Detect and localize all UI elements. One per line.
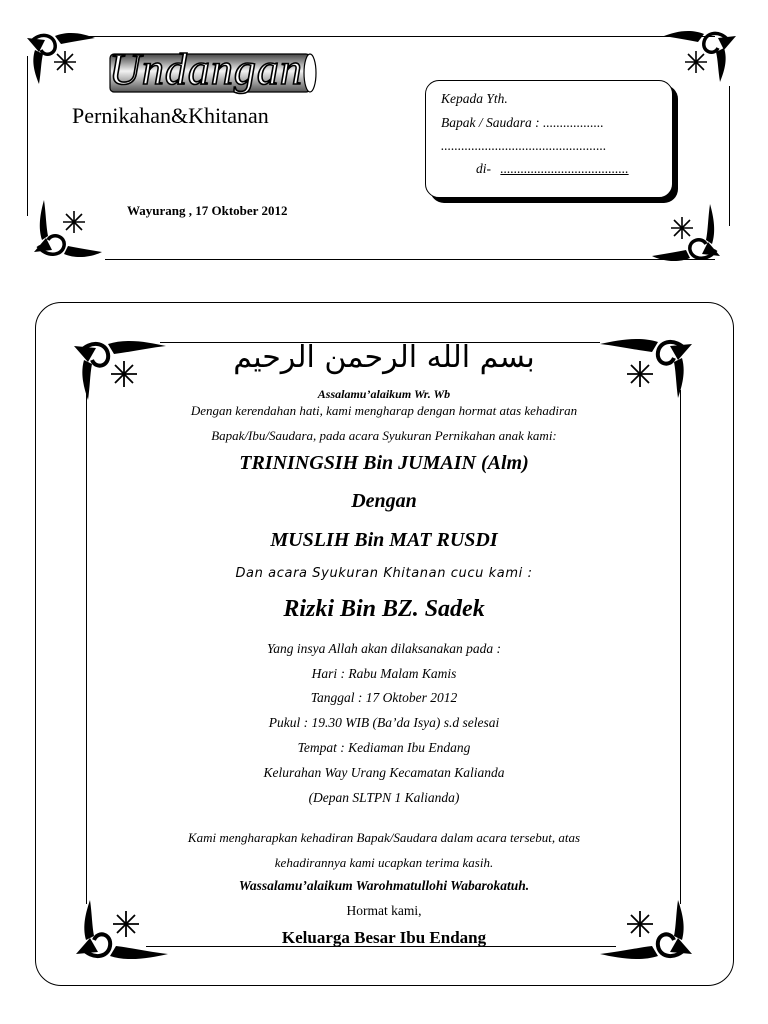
corner-ornament-icon [25,28,97,88]
event-address-2: (Depan SLTPN 1 Kalianda) [308,790,460,805]
corner-ornament-icon [662,24,738,86]
khitanan-intro: Dan acara Syukuran Khitanan cucu kami : [235,566,533,581]
bride-name: TRININGSIH Bin JUMAIN (Alm) [239,452,529,474]
snowflake-icon [671,217,693,239]
address-line-3: ................................................. [441,138,607,153]
address-line-2: Bapak / Saudara : .................. [441,115,604,130]
banner-title: Undangan [109,45,303,94]
address-box [425,80,673,198]
snowflake-icon [63,211,85,233]
title-banner [106,45,318,98]
event-intro: Yang insya Allah akan dilaksanakan pada : [267,641,501,656]
corner-ornament-icon [30,194,104,262]
basmala-calligraphy: بسم الله الرحمن الرحيم [233,340,535,375]
subtitle: Pernikahan&Khitanan [72,103,269,128]
envelope-top-border [65,36,715,37]
envelope-right-border [729,86,730,226]
conjunction: Dengan [351,490,417,512]
closing-salam: Wassalamu’alaikum Warohmatullohi Wabarokatuh. [238,878,530,893]
closing-line-1: Kami mengharapkan kehadiran Bapak/Saudara dalam acara tersebut, atas [187,830,581,845]
intro-line-2: Bapak/Ibu/Saudara, pada acara Syukuran Pernikahan anak kami: [211,428,557,443]
regards: Hormat kami, [346,903,422,918]
greeting: Assalamu’alaikum Wr. Wb [317,387,451,401]
event-venue: Tempat : Kediaman Ibu Endang [297,740,471,755]
signature: Keluarga Besar Ibu Endang [281,928,487,947]
event-day: Hari : Rabu Malam Kamis [311,666,457,681]
corner-ornament-icon [650,198,724,266]
child-name: Rizki Bin BZ. Sadek [283,596,485,622]
address-line-4 [476,161,629,177]
address-line-1: Kepada Yth. [441,91,508,106]
groom-name: MUSLIH Bin MAT RUSDI [270,529,498,551]
snowflake-icon [685,51,707,73]
address-di-dots: ...................................... [500,161,629,176]
event-date: Tanggal : 17 Oktober 2012 [310,690,458,705]
event-address-1: Kelurahan Way Urang Kecamatan Kalianda [263,765,505,780]
intro-line-1: Dengan kerendahan hati, kami mengharap dengan hormat atas kehadiran [190,403,578,418]
envelope-bottom-border [105,259,715,260]
closing-line-2: kehadirannya kami ucapkan terima kasih. [274,855,494,870]
place-date: Wayurang , 17 Oktober 2012 [127,203,288,218]
address-di-label: di- [476,161,491,176]
snowflake-icon [54,51,76,73]
event-time: Pukul : 19.30 WIB (Ba’da Isya) s.d selesai [268,715,500,730]
